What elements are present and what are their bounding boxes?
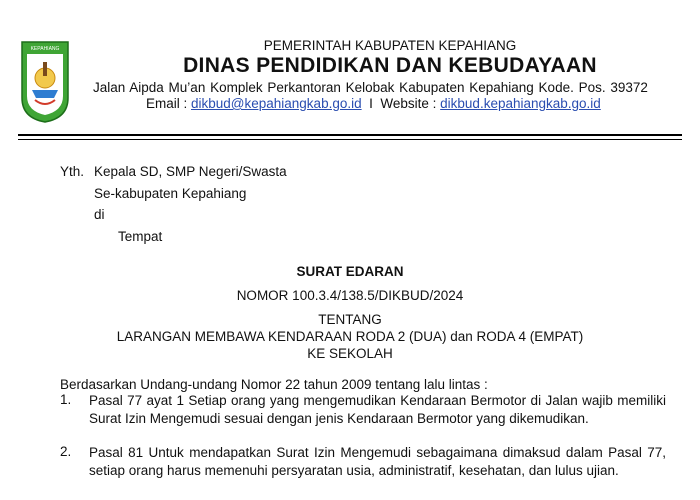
department-name: DINAS PENDIDIKAN DAN KEBUDAYAAN (183, 54, 597, 77)
office-address: Jalan Aipda Mu’an Komplek Perkantoran Kelobak Kabupaten Kepahiang Kode. Pos. 39372 (93, 80, 648, 95)
letterhead-rule-thick (18, 134, 682, 136)
addressee-line-1: Kepala SD, SMP Negeri/Swasta (94, 164, 287, 179)
email-label: Email : (146, 96, 192, 111)
letter-number: NOMOR 100.3.4/138.5/DIKBUD/2024 (236, 288, 464, 303)
contact-line (146, 96, 601, 111)
letter-subject-1: LARANGAN MEMBAWA KENDARAAN RODA 2 (DUA) dan RODA 4 (EMPAT) (116, 329, 584, 344)
website-link[interactable]: dikbud.kepahiangkab.go.id (440, 96, 601, 111)
letter-about: TENTANG (318, 312, 382, 327)
website-label: Website : (380, 96, 441, 111)
addressee-line-3: di (94, 207, 105, 222)
letter-subject-2: KE SEKOLAH (307, 346, 393, 361)
letterhead-rule-thin (18, 139, 682, 140)
list-item-number: 2. (60, 444, 72, 459)
body-intro: Berdasarkan Undang-undang Nomor 22 tahun 2009 tentang lalu lintas : (60, 377, 488, 392)
letter-heading: SURAT EDARAN (296, 264, 404, 279)
logo-text: KEPAHIANG (30, 46, 60, 52)
email-link[interactable]: dikbud@kepahiangkab.go.id (191, 96, 362, 111)
addressee-prefix: Yth. (60, 164, 85, 179)
addressee-line-2: Se-kabupaten Kepahiang (94, 186, 247, 201)
list-item-text: Pasal 77 ayat 1 Setiap orang yang mengemudikan Kendaraan Bermotor di Jalan wajib memiliki Surat Izin Mengemudi sesuai dengan jenis Kendaraan Bermotor yang dikemudikan. (89, 393, 666, 426)
government-name: PEMERINTAH KABUPATEN KEPAHIANG (263, 38, 517, 53)
contact-separator: I (361, 96, 381, 111)
list-item-number: 1. (60, 392, 72, 407)
addressee-line-4: Tempat (118, 229, 163, 244)
list-item-text: Pasal 81 Untuk mendapatkan Surat Izin Mengemudi sebagaimana dimaksud dalam Pasal 77, setiap orang harus memenuhi persyaratan usia, administratif, kesehatan, dan lulus ujian. (89, 445, 666, 478)
